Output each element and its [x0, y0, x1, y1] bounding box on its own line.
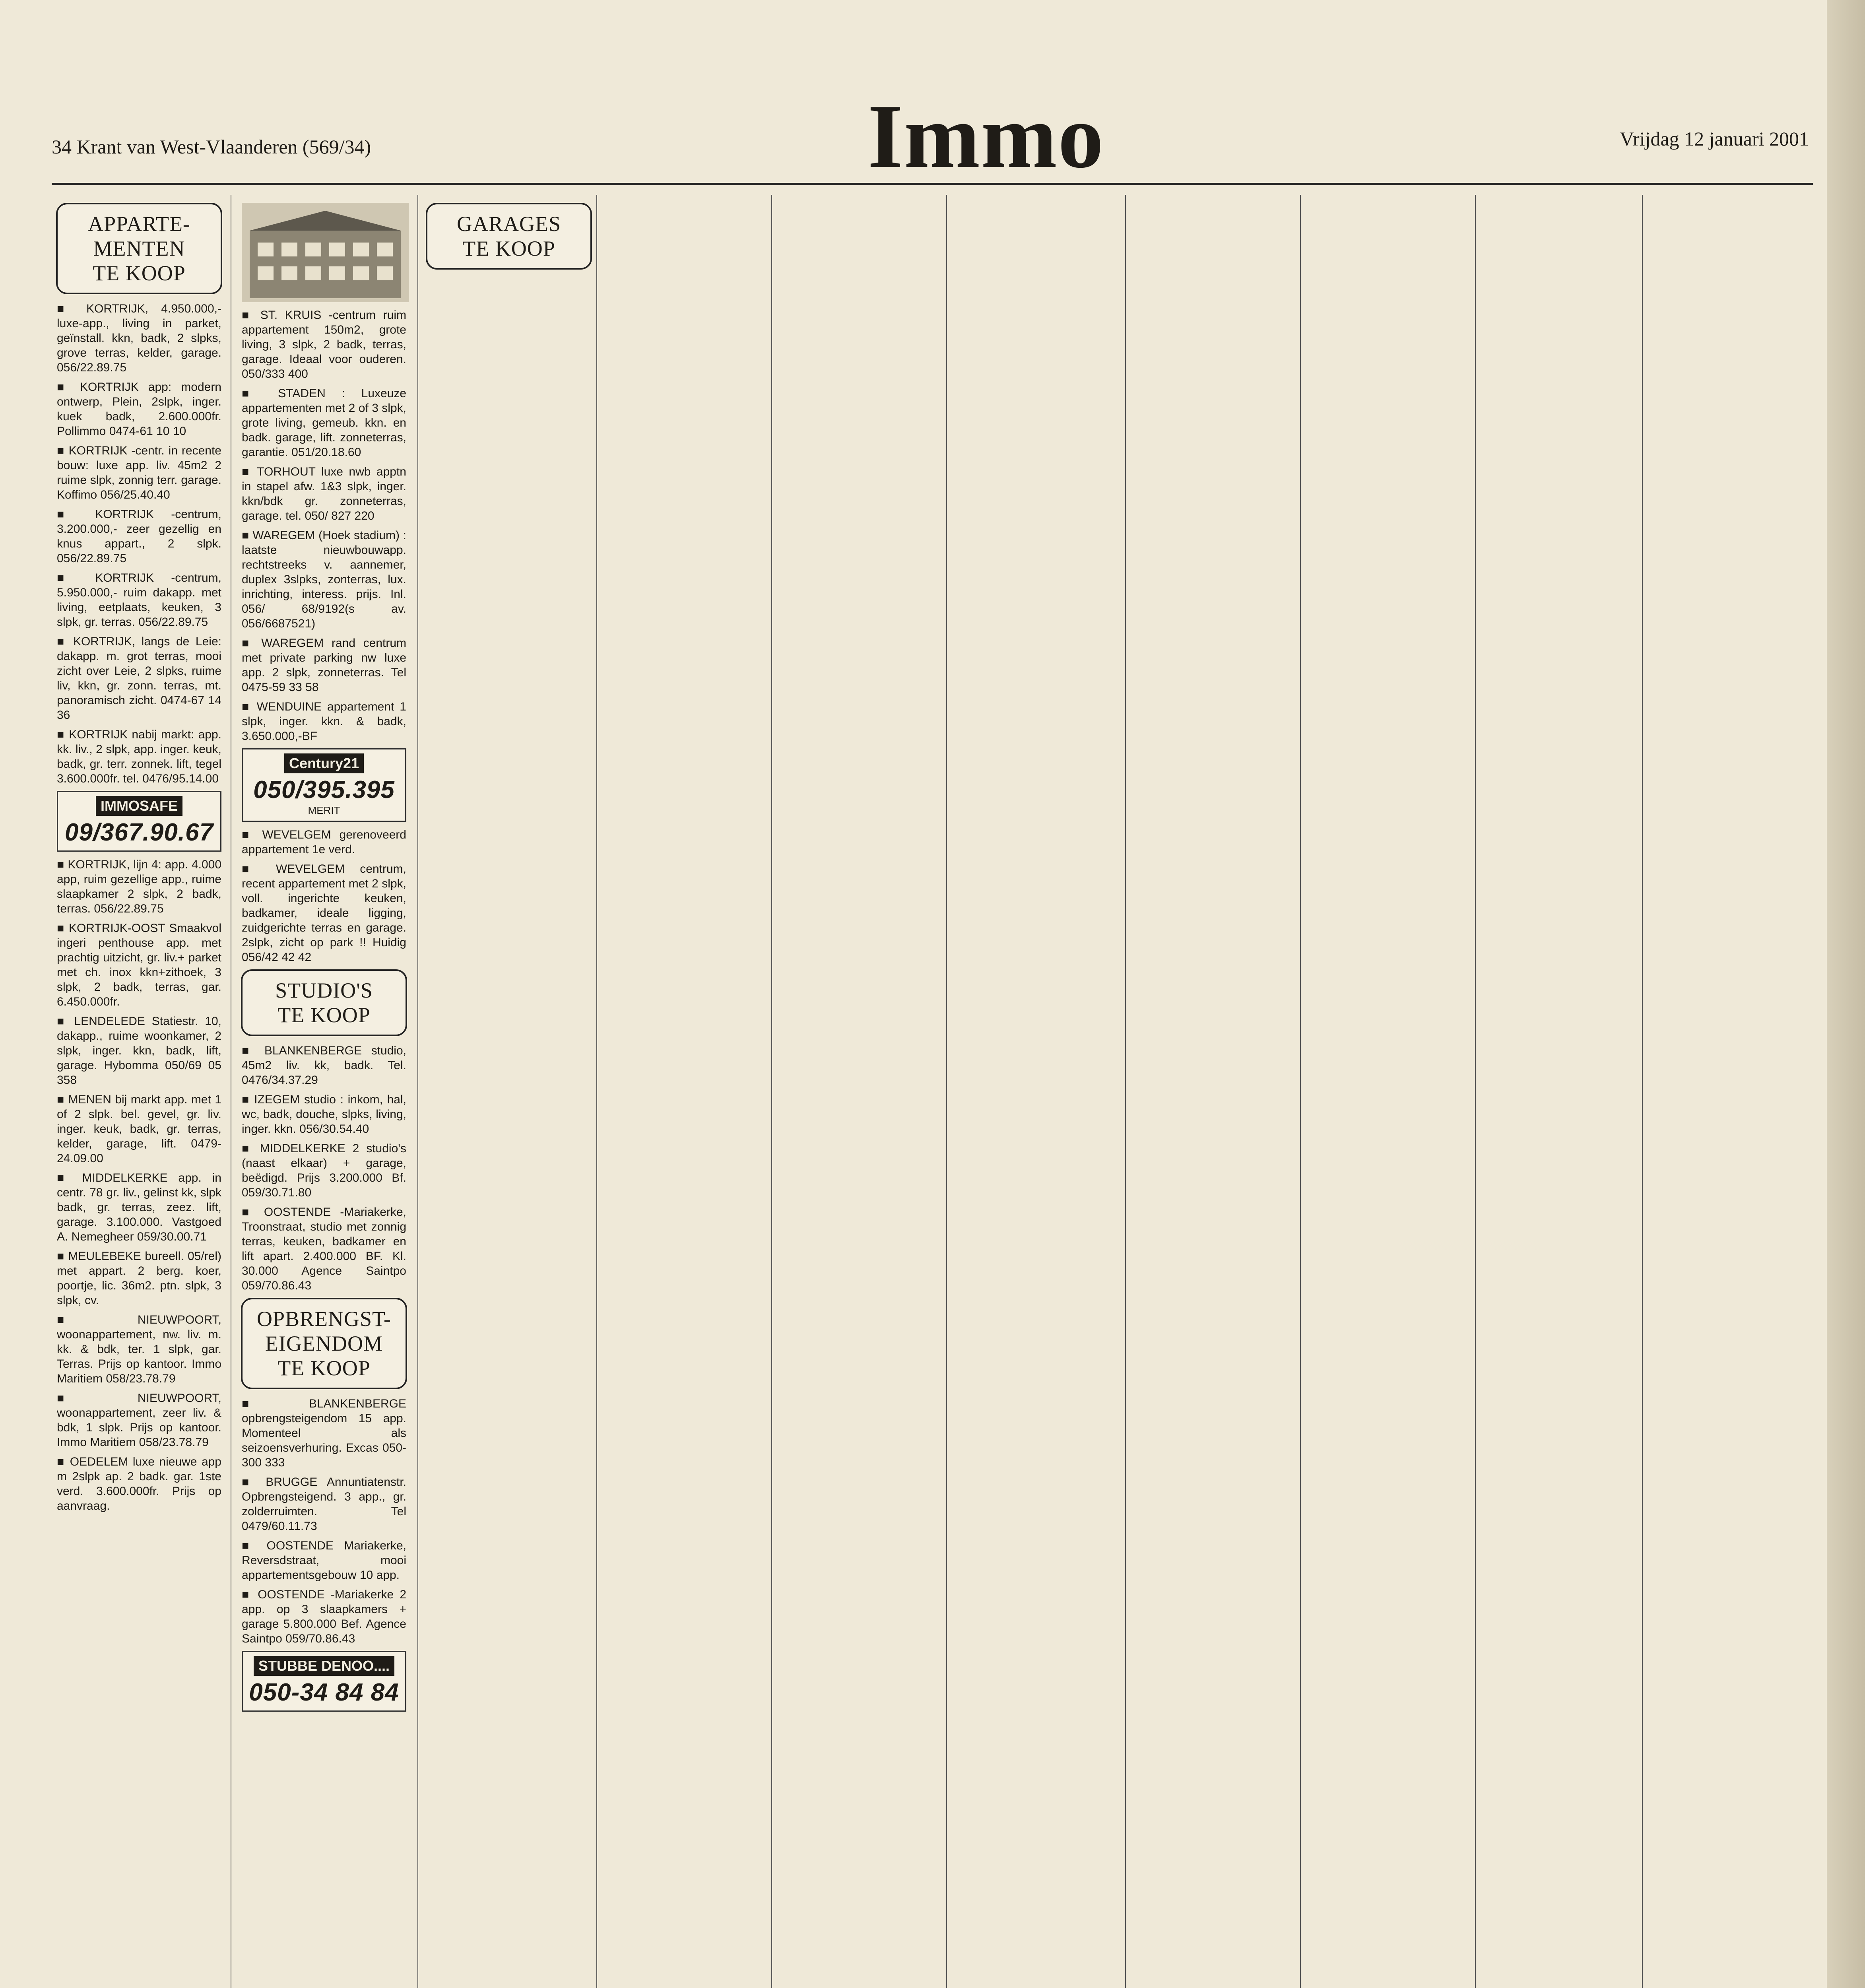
classified-ad: ■ NIEUWPOORT, woonappartement, nw. liv. m. kk. & bdk, ter. 1 slpk, gar. Terras. Prijs op kantoor. Immo Maritiem 058/23.78.79 — [57, 1313, 221, 1385]
agency-promo — [242, 1651, 406, 1712]
column-divider — [771, 195, 772, 1988]
classified-ad: ■ KORTRIJK, langs de Leie: dakapp. m. grot terras, mooi zicht over Leie, 2 slpks, ruime liv, kkn, gr. zonn. terras, mt. panoramisch zicht. 0474-67 14 36 — [57, 635, 221, 722]
classified-ad: ■ KORTRIJK -centrum, 5.950.000,- ruim dakapp. met living, eetplaats, keuken, 3 slpk, gr. terras. 056/22.89.75 — [57, 571, 221, 629]
classified-ad: ■ KORTRIJK app: modern ontwerp, Plein, 2slpk, inger. kuek badk, 2.600.000fr. Pollimmo 0474-61 10 10 — [57, 381, 221, 438]
classified-ad: ■ MIDDELKERKE app. in centr. 78 gr. liv., gelinst kk, slpk badk, gr. terras, zeez. lift, garage. 3.100.000. Vastgoed A. Nemegheer 059/30.00.71 — [57, 1171, 221, 1243]
classified-ad: ■ NIEUWPOORT, woonappartement, zeer liv. & bdk, 1 slpk. Prijs op kantoor. Immo Maritiem 058/23.78.79 — [57, 1392, 221, 1449]
classified-ad: ■ WAREGEM rand centrum met private parking nw luxe app. 2 slpk, zonneterras. Tel 0475-59 33 58 — [242, 637, 406, 694]
column-1 — [54, 199, 225, 1988]
agency-promo — [57, 791, 221, 852]
classified-ad: ■ KORTRIJK -centrum, 3.200.000,- zeer gezellig en knus appart., 2 slpk. 056/22.89.75 — [57, 508, 221, 565]
section-head-studios: STUDIO'S TE KOOP — [241, 969, 407, 1036]
column-divider — [417, 195, 418, 1988]
classified-ad: ■ MENEN bij markt app. met 1 of 2 slpk. bel. gevel, gr. liv. inger. keuk, badk, gr. terras, kelder, garage, lift. 0479-24.09.00 — [57, 1093, 221, 1165]
agency-phone: 050/395.395 — [253, 776, 395, 804]
classified-ad: ■ BLANKENBERGE opbrengsteigendom 15 app. Momenteel als seizoensverhuring. Excas 050-300 333 — [242, 1397, 406, 1469]
agency-promo — [242, 748, 406, 822]
classified-ad: ■ TORHOUT luxe nwb apptn in stapel afw. 1&3 slpk, inger. kkn/bdk gr. zonneterras, garage. tel. 050/ 827 220 — [242, 465, 406, 522]
column-divider — [1125, 195, 1126, 1988]
classified-ad: ■ BRUGGE Annuntiatenstr. Opbrengsteigend. 3 app., gr. zolderruimten. Tel 0479/60.11.73 — [242, 1475, 406, 1533]
agency-logo: STUBBE DENOO.... — [254, 1656, 394, 1676]
section-head-opbrengst: OPBRENGST- EIGENDOM TE KOOP — [241, 1298, 407, 1389]
column-divider — [1642, 195, 1643, 1988]
agency-logo: Century21 — [284, 753, 364, 773]
classified-ad: ■ OEDELEM luxe nieuwe app m 2slpk ap. 2 badk. gar. 1ste verd. 3.600.000fr. Prijs op aanvraag. — [57, 1455, 221, 1512]
page-edge — [1827, 0, 1865, 1988]
classified-ad: ■ MEULEBEKE bureell. 05/rel) met appart. 2 berg. koer, poortje, lic. 36m2. ptn. slpk, 3 slpk, cv. — [57, 1250, 221, 1307]
classified-ad: ■ WEVELGEM centrum, recent appartement met 2 slpk, voll. ingerichte keuken, badkamer, ideale ligging, zuidgerichte terras en garage. 2slpk, zicht op park !! Huidig 056/42 42 42 — [242, 862, 406, 964]
building-photo — [242, 203, 406, 302]
column-divider — [1300, 195, 1301, 1988]
classified-ad: ■ IZEGEM studio : inkom, hal, wc, badk, douche, slpks, living, inger. kkn. 056/30.54.40 — [242, 1093, 406, 1136]
page-header — [52, 60, 1809, 187]
classified-ad: ■ WENDUINE appartement 1 slpk, inger. kkn. & badk, 3.650.000,-BF — [242, 700, 406, 743]
classified-ad: ■ KORTRIJK, 4.950.000,- luxe-app., living in parket, geïnstall. kkn, badk, 2 slpks, grove terras, kelder, garage. 056/22.89.75 — [57, 302, 221, 374]
column-3 — [423, 199, 594, 1988]
classified-ad: ■ BLANKENBERGE studio, 45m2 liv. kk, badk. Tel. 0476/34.37.29 — [242, 1044, 406, 1087]
column-divider — [946, 195, 947, 1988]
agency-logo: IMMOSAFE — [96, 796, 182, 816]
column-2 — [239, 199, 409, 1988]
column-divider — [1475, 195, 1476, 1988]
classified-ad: ■ OOSTENDE -Mariakerke, Troonstraat, studio met zonnig terras, keuken, badkamer en lift apart. 2.400.000 BF. Kl. 30.000 Agence Saintpo 059/70.86.43 — [242, 1206, 406, 1292]
classified-ad: ■ LENDELEDE Statiestr. 10, dakapp., ruime woonkamer, 2 slpk, inger. kkn, badk, lift, garage. Hybomma 050/69 05 358 — [57, 1015, 221, 1087]
section-head-appartementen: APPARTE- MENTEN TE KOOP — [56, 203, 222, 294]
section-title: Immo — [867, 85, 1104, 187]
classified-ad: ■ KORTRIJK-OOST Smaakvol ingeri penthouse app. met prachtig uitzicht, gr. liv.+ parket met ch. inox kkn+zithoek, 3 slpk, 2 badk, terras, gar. 6.450.000fr. — [57, 922, 221, 1008]
classified-ad: ■ KORTRIJK nabij markt: app. kk. liv., 2 slpk, app. inger. keuk, badk, gr. terr. zonnek. lift, tegel 3.600.000fr. tel. 0476/95.14.00 — [57, 728, 221, 785]
classified-ad: ■ ST. KRUIS -centrum ruim appartement 150m2, grote living, 3 slpk, 2 badk, terras, garage. Ideaal voor ouderen. 050/333 400 — [242, 309, 406, 381]
classified-ad: ■ WAREGEM (Hoek stadium) : laatste nieuwbouwapp. rechtstreeks v. aannemer, duplex 3slpks, zonterras, lux. inrichting, interess. prijs. Inl. 056/ 68/9192(s av. 056/6687521) — [242, 529, 406, 630]
page-label: 34 Krant van West-Vlaanderen (569/34) — [52, 136, 371, 158]
agency-name: MERIT — [308, 804, 340, 816]
classified-ad: ■ OOSTENDE -Mariakerke 2 app. op 3 slaapkamers + garage 5.800.000 Bef. Agence Saintpo 059/70.86.43 — [242, 1588, 406, 1645]
classified-ad: ■ WEVELGEM gerenoveerd appartement 1e verd. — [242, 828, 406, 856]
agency-phone: 09/367.90.67 — [64, 819, 213, 846]
classified-ad: ■ KORTRIJK, lijn 4: app. 4.000 app, ruim gezellige app., ruime slaapkamer 2 slpk, 2 badk, terras. 056/22.89.75 — [57, 858, 221, 915]
classified-ad: ■ KORTRIJK -centr. in recente bouw: luxe app. liv. 45m2 2 ruime slpk, zonnig terr. garage. Koffimo 056/25.40.40 — [57, 444, 221, 501]
header-rule — [52, 183, 1813, 185]
building-icon — [242, 203, 409, 302]
agency-phone: 050-34 84 84 — [249, 1679, 399, 1706]
section-head-garages: GARAGES TE KOOP — [426, 203, 592, 270]
issue-date: Vrijdag 12 januari 2001 — [1619, 128, 1809, 150]
column-divider — [596, 195, 597, 1988]
classified-ad: ■ MIDDELKERKE 2 studio's (naast elkaar) + garage, beëdigd. Prijs 3.200.000 Bf. 059/30.71.80 — [242, 1142, 406, 1199]
classified-ad: ■ OOSTENDE Mariakerke, Reversdstraat, mooi appartementsgebouw 10 app. — [242, 1539, 406, 1582]
classified-ad: ■ STADEN : Luxeuze appartementen met 2 of 3 slpk, grote living, gemeub. kkn. en badk. garage, lift. zonneterras, garantie. 051/20.18.60 — [242, 387, 406, 459]
